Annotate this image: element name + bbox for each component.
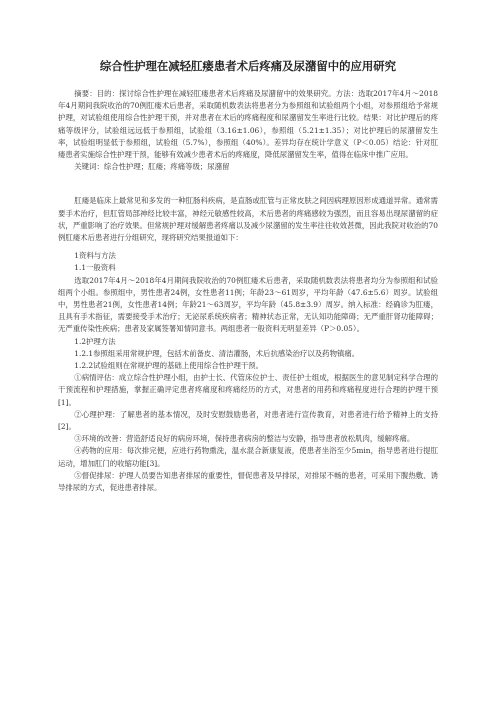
- general-data-paragraph: 选取2017年4月～2018年4月期间我院收治的70例肛瘘术后患者，采取随机数表法将患者均分为参照组和试验组两个小组。参照组中，男性患者24例，女性患者11例；年龄23～61周岁，平均年龄（47.6±5.6）周岁。试验组中，男性患者21例，女性患者14例；年龄21～63周岁，平均年龄（45.8±3.9）周岁。纳入标准：经确诊为肛瘘，且具有手术指征，需要接受手术治疗；无泌尿系统疾病者；精神状态正常，无认知功能障碍；无严重肝肾功能障碍；无严重传染性疾病；患者及家属签署知情同意书。两组患者一般资料无明显差异（P＞0.05）。: [58, 275, 438, 334]
- test-group-method: 1.2.2试验组则在常规护理的基础上使用综合性护理干预。: [74, 361, 264, 371]
- list-item: ④药物的应用：每次排完便，应进行药物熏洗，温水混合新康复液，使患者坐浴至少5min，指导患者进行提肛运动，增加肛门的收缩功能[3]。: [58, 446, 438, 468]
- reference-group-method: 1.2.1参照组采用常规护理，包括术前备皮、清洁灌肠，术后抗感染治疗以及药物镇痛。: [74, 348, 360, 358]
- subsection-heading-1-1: 1.1一般资料: [74, 263, 116, 273]
- keywords: 关键词：综合性护理；肛瘘；疼痛等级；尿潴留: [74, 162, 230, 172]
- abstract: 摘要：目的：探讨综合性护理在减轻肛瘘患者术后疼痛及尿潴留中的效果研究。方法：选取2017年4月～2018年4月期间我院收治的70例肛瘘术后患者，采取随机数表法将患者分为参照组和试验组两个小组，对参照组给予常规护理，对试验组使用综合性护理干预，并对患者在术后的疼痛程度和尿潴留发生率进行比较。结果：对比护理后的疼痛等级评分，试验组远远低于参照组，试验组（3.16±1.06），参照组（5.21±1.35）；对比护理后的尿潴留发生率，试验组明显低于参照组，试验组（5.7%），参照组（40%）。差异均存在统计学意义（P＜0.05）结论：针对肛瘘患者实施综合性护理干预，能够有效减少患者术后的疼痛度，降低尿潴留发生率，值得在临床中推广应用。: [58, 89, 438, 160]
- section-gap: [58, 173, 438, 195]
- introduction: 肛瘘是临床上最常见和多发的一种肛肠科疾病，是直肠或肛管与正常皮肤之间因病理原因形成通道异常。通常需要手术治疗，但肛管局部神经比较丰富，神经元敏感性较高，术后患者的疼痛感较为强烈，而且容易出现尿潴留的症状，严重影响了治疗效果。但常规护理对缓解患者疼痛以及减少尿潴留的发生率往往收效甚微，因此我院对收治的70例肛瘘术后患者进行分组研究，现将研究结果报道如下：: [58, 196, 438, 243]
- page-title: 综合性护理在减轻肛瘘患者术后疼痛及尿潴留中的应用研究: [99, 59, 397, 73]
- list-item: ③环境的改善：营造舒适良好的病房环境，保持患者病房的整洁与安静，指导患者放松肌肉，缓解疼痛。: [74, 434, 415, 444]
- list-item: ①病情评估：成立综合性护理小组，由护士长、代管床位护士、责任护士组成，根据医生的意见制定科学合理的干预流程和护理措施，掌握正确评定患者疼痛度和疼痛经历的方式，对患者的用药和疼痛程度进行合理的护理干预[1]。: [58, 373, 438, 407]
- subsection-heading-1-2: 1.2护理方法: [74, 336, 116, 346]
- section-heading-1: 1资料与方法: [74, 251, 116, 261]
- list-item: ⑤督促排尿：护理人员要告知患者排尿的重要性，督促患者及早排尿，对排尿不畅的患者，可采用下腹热敷、诱导排尿的方式，促进患者排尿。: [58, 470, 438, 493]
- list-item: ②心理护理：了解患者的基本情况，及时安慰鼓励患者，对患者进行宣传教育，对患者进行给予精神上的支持[2]。: [58, 409, 438, 432]
